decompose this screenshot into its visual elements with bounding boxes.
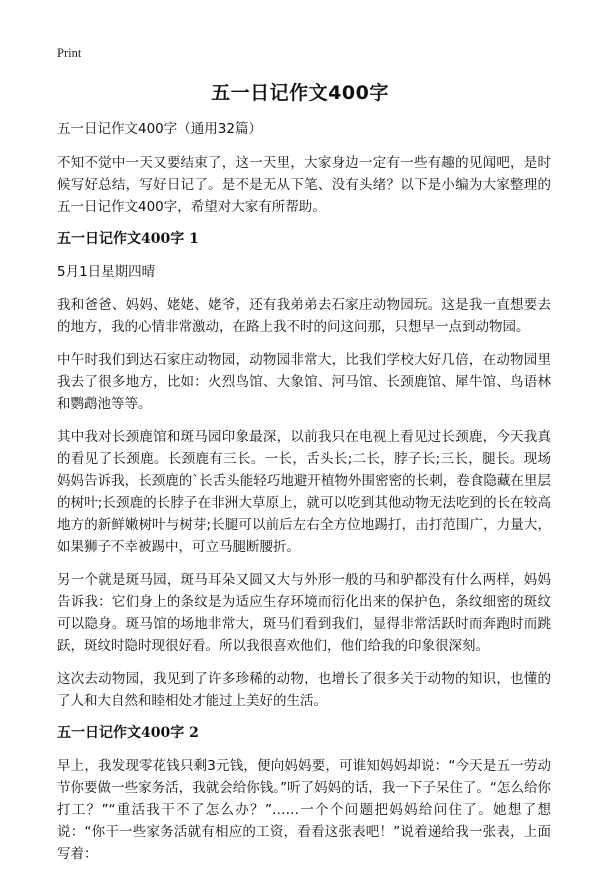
document-body [57, 118, 551, 876]
section-paragraph: 其中我对长颈鹿馆和斑马园印象最深，以前我只在电视上看见过长颈鹿，今天我真的看见了长颈鹿。长颈鹿有三长。一长，舌头长;二长，脖子长;三长，腿长。现场妈妈告诉我，长颈鹿的`长舌头能轻巧地避开植物外围密密的长刺，卷食隐藏在里层的树叶;长颈鹿的长脖子在非洲大草原上，就可以吃到其他动物无法吃到的长在较高地方的新鲜嫩树叶与树芽;长腿可以前后左右全方位地踢打，击打范围广，力量大，如果狮子不幸被踢中，可立马腿断腰折。 [57, 429, 551, 555]
document-subtitle: 五一日记作文400字（通用32篇） [57, 121, 262, 137]
document-title: 五一日记作文400字 [211, 82, 389, 104]
intro-paragraph: 不知不觉中一天又要结束了，这一天里，大家身边一定有一些有趣的见闻吧，是时候写好总结，写好日记了。是不是无从下笔、没有头绪？以下是小编为大家整理的五一日记作文400字，希望对大家有所帮助。 [57, 155, 551, 215]
section-paragraph: 我和爸爸、妈妈、姥姥、姥爷，还有我弟弟去石家庄动物园玩。这是我一直想要去的地方，我的心情非常激动，在路上我不时的问这问那，只想早一点到动物园。 [57, 297, 551, 335]
section-paragraph: 中午时我们到达石家庄动物园，动物园非常大，比我们学校大好几倍，在动物园里我去了很多地方，比如：火烈鸟馆、大象馆、河马馆、长颈鹿馆、犀牛馆、鸟语林和鹦鹉池等等。 [57, 352, 551, 412]
section-paragraph: 早上，我发现零花钱只剩3元钱，便向妈妈要，可谁知妈妈却说：“今天是五一劳动节你要做一些家务活，我就会给你钱。”听了妈妈的话，我一下子呆住了。“怎么给你打工？”“重活我干不了怎么办？”……一个个问题把妈妈给问住了。她想了想说：“你干一些家务活就有相应的工资，看看这张表吧！”说着递给我一张表，上面写着： [57, 758, 551, 862]
section-paragraph: 另一个就是斑马园，斑马耳朵又圆又大与外形一般的马和驴都没有什么两样，妈妈告诉我：它们身上的条纹是为适应生存环境而衍化出来的保护色，条纹细密的斑纹可以隐身。斑马馆的场地非常大，斑马们看到我们，显得非常活跃时而奔跑时而跳跃，斑纹时隐时现很好看。所以我很喜欢他们，他们给我的印象很深刻。 [57, 572, 551, 654]
section-heading: 五一日记作文400字 1 [57, 231, 199, 247]
section-heading: 五一日记作文400字 2 [57, 725, 199, 741]
section-dateline: 5月1日星期四晴 [57, 264, 156, 280]
print-link[interactable]: Print [57, 46, 82, 60]
section-paragraph: 这次去动物园，我见到了许多珍稀的动物，也增长了很多关于动物的知识，也懂的了人和大自然和睦相处才能过上美好的生活。 [57, 671, 551, 709]
